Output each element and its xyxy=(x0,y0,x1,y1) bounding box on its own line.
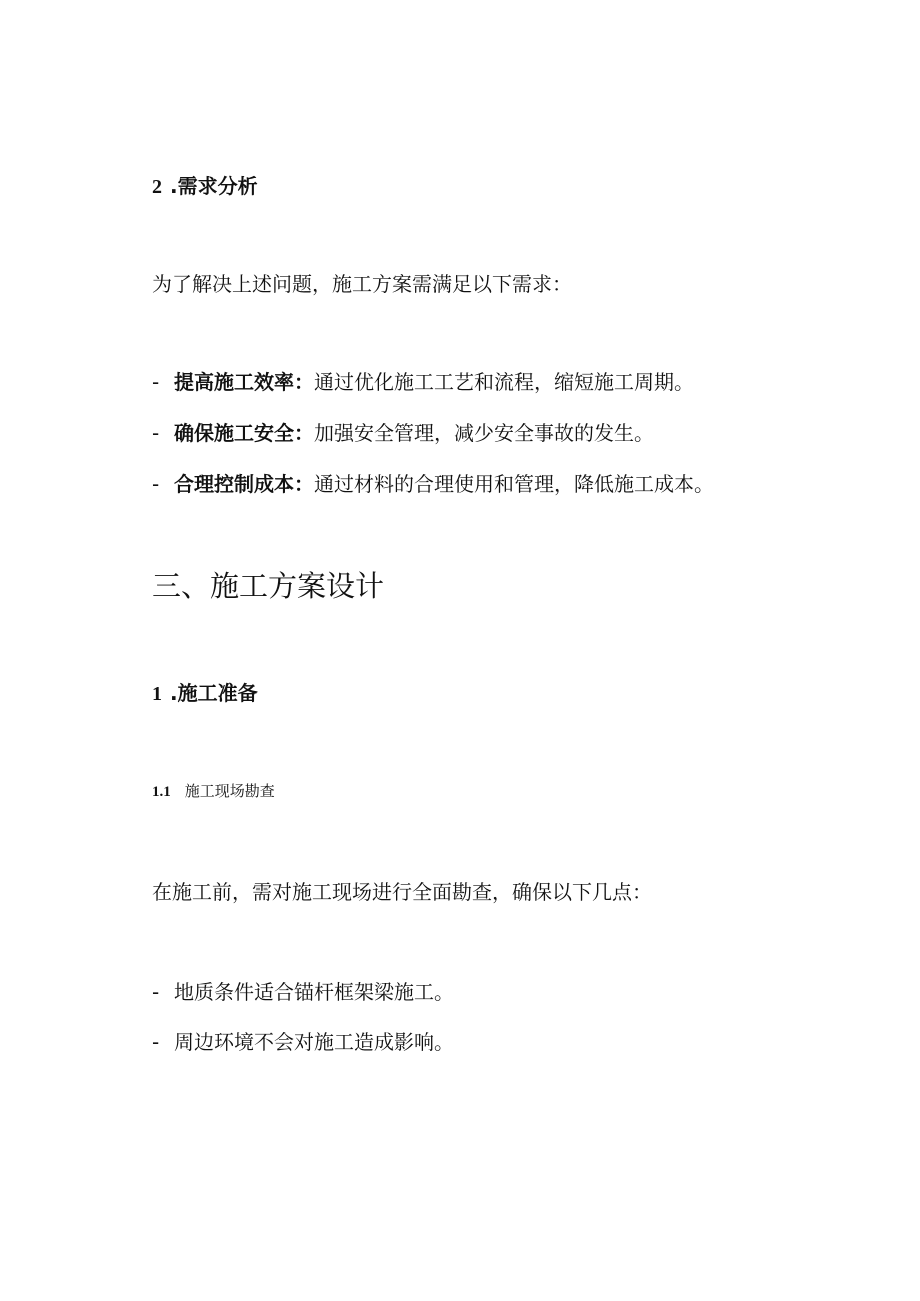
requirement-item xyxy=(152,468,714,497)
requirement-item xyxy=(152,417,654,446)
subsection-title: 施工现场勘查 xyxy=(184,782,275,800)
section-number: 2 xyxy=(152,176,162,198)
section-title: .需求分析 xyxy=(170,174,258,198)
chapter-heading: 三、施工方案设计 xyxy=(152,569,385,603)
survey-point-text: 周边环境不会对施工造成影响。 xyxy=(174,1030,454,1054)
subsection-heading-site-survey xyxy=(152,780,275,801)
bullet-dash: - xyxy=(152,472,160,496)
survey-point-text: 地质条件适合锚杆框架梁施工。 xyxy=(174,980,454,1004)
survey-point-item xyxy=(152,1026,454,1055)
survey-intro-paragraph: 在施工前，需对施工现场进行全面勘查，确保以下几点： xyxy=(152,880,652,904)
bullet-dash: - xyxy=(152,421,160,445)
bullet-dash: - xyxy=(152,980,160,1004)
section-title: .施工准备 xyxy=(170,681,258,705)
survey-point-item xyxy=(152,976,454,1005)
requirement-text: 通过材料的合理使用和管理，降低施工成本。 xyxy=(314,472,714,496)
bullet-dash: - xyxy=(152,370,160,394)
section-heading-demand-analysis xyxy=(152,170,258,199)
intro-paragraph: 为了解决上述问题，施工方案需满足以下需求： xyxy=(152,272,572,296)
requirement-item xyxy=(152,366,694,395)
bullet-dash: - xyxy=(152,1030,160,1054)
subsection-number: 1.1 xyxy=(152,784,171,800)
requirement-term: 提高施工效率： xyxy=(174,370,314,394)
requirement-term: 确保施工安全： xyxy=(174,421,314,445)
requirement-term: 合理控制成本： xyxy=(174,472,314,496)
section-heading-construction-prep xyxy=(152,677,258,706)
requirement-text: 加强安全管理，减少安全事故的发生。 xyxy=(314,421,654,445)
requirement-text: 通过优化施工工艺和流程，缩短施工周期。 xyxy=(314,370,694,394)
section-number: 1 xyxy=(152,683,162,705)
